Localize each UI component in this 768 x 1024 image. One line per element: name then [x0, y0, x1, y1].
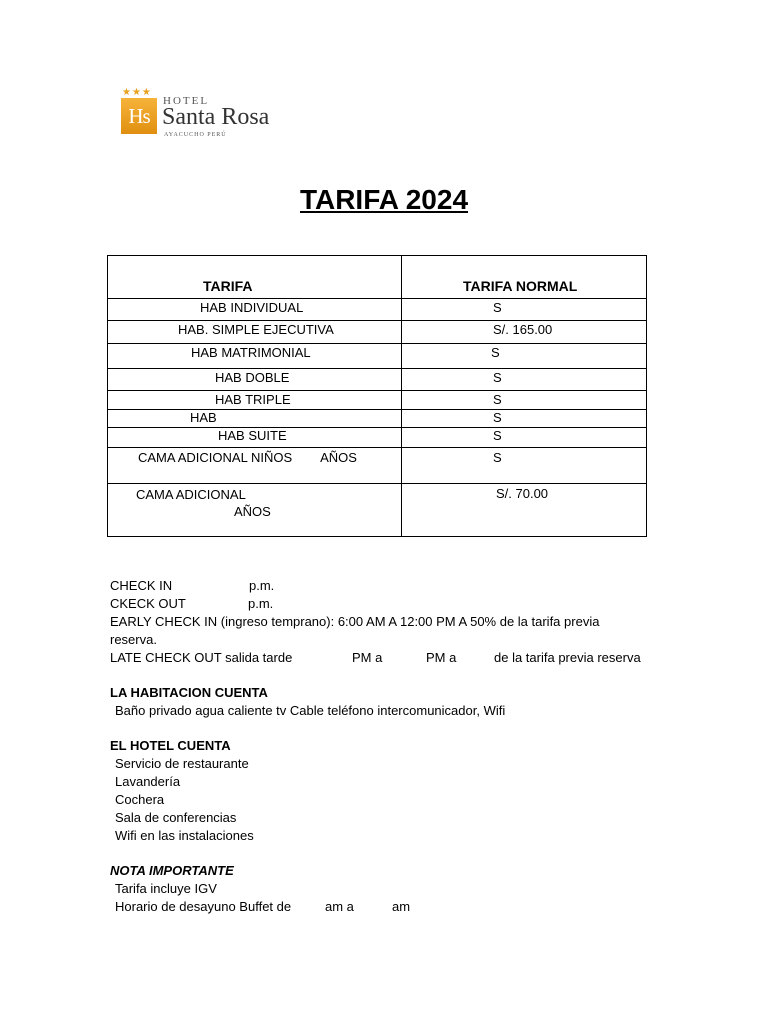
list-item: Lavandería: [115, 774, 181, 789]
late-check-out-from: PM a: [352, 650, 383, 665]
rates-table: [107, 255, 647, 537]
late-check-out-label: LATE CHECK OUT salida tarde: [110, 650, 293, 665]
table-row: [108, 391, 647, 410]
room-price: S: [493, 392, 502, 407]
table-row: [108, 299, 647, 321]
room-type-part: AÑOS: [320, 450, 357, 465]
table-row: [108, 344, 647, 369]
room-type-part: AÑOS: [234, 504, 271, 519]
logo-mark: Hs: [121, 98, 157, 134]
room-type: [108, 448, 401, 465]
room-type: HAB DOBLE: [215, 370, 290, 385]
late-check-out-line: [110, 649, 710, 667]
room-type: HAB SUITE: [218, 428, 287, 443]
room-type: HAB TRIPLE: [215, 392, 291, 407]
hotel-features-heading: EL HOTEL CUENTA: [110, 738, 231, 753]
breakfast-label: Horario de desayuno Buffet de: [115, 899, 292, 914]
policies-section: [110, 577, 710, 916]
star-rating-icon: ★★★: [122, 87, 152, 98]
check-out-label: CKECK OUT: [110, 596, 186, 611]
breakfast-to: am: [392, 899, 411, 914]
room-type-part: CAMA ADICIONAL NIÑOS: [138, 450, 293, 465]
check-out-line: [110, 595, 710, 613]
late-check-out-to: PM a: [426, 650, 457, 665]
table-row: [108, 484, 647, 537]
table-row: [108, 410, 647, 428]
logo-hotel-word: HOTEL: [163, 95, 210, 107]
room-price: S: [493, 450, 502, 465]
header-tarifa-normal: TARIFA NORMAL: [463, 278, 578, 294]
room-price: S: [493, 300, 502, 315]
room-price: S: [493, 410, 502, 425]
list-item: Wifi en las instalaciones: [115, 828, 254, 843]
note-igv: Tarifa incluye IGV: [115, 881, 217, 896]
room-type: [108, 484, 401, 520]
list-item: Cochera: [115, 792, 165, 807]
table-row: [108, 448, 647, 484]
table-row: [108, 369, 647, 391]
early-check-in-line: EARLY CHECK IN (ingreso temprano): 6:00 AM A 12:00 PM A 50% de la tarifa previa: [110, 614, 600, 629]
page-title: TARIFA 2024: [299, 184, 469, 215]
room-price: S/. 165.00: [493, 322, 553, 337]
room-features-heading: LA HABITACION CUENTA: [110, 685, 268, 700]
list-item: Servicio de restaurante: [115, 756, 249, 771]
room-price: S/. 70.00: [496, 486, 549, 501]
table-row: [108, 428, 647, 448]
hotel-logo: [118, 88, 303, 143]
logo-hotel-name: Santa Rosa: [162, 104, 270, 130]
check-in-value: p.m.: [249, 578, 275, 593]
table-row: [108, 321, 647, 344]
room-type: HAB: [190, 410, 217, 425]
room-type-part: CAMA ADICIONAL: [136, 487, 246, 502]
room-price: S: [491, 345, 500, 360]
room-features-text: Baño privado agua caliente tv Cable teléfono intercomunicador, Wifi: [115, 703, 506, 718]
header-tarifa: TARIFA: [203, 278, 253, 294]
early-check-in-line-2: reserva.: [110, 632, 157, 647]
check-in-line: [110, 577, 710, 595]
room-price: S: [493, 428, 502, 443]
breakfast-from: am a: [325, 899, 354, 914]
room-type: HAB MATRIMONIAL: [191, 345, 311, 360]
room-price: S: [493, 370, 502, 385]
table-header-row: [108, 256, 647, 299]
logo-city: AYACUCHO PERÚ: [164, 132, 227, 138]
list-item: Sala de conferencias: [115, 810, 237, 825]
note-heading: NOTA IMPORTANTE: [110, 863, 234, 878]
room-type: HAB. SIMPLE EJECUTIVA: [178, 322, 334, 337]
breakfast-hours: [110, 898, 710, 916]
check-in-label: CHECK IN: [110, 578, 173, 593]
check-out-value: p.m.: [248, 596, 274, 611]
late-check-out-rate: de la tarifa previa reserva: [494, 650, 641, 665]
room-type: HAB INDIVIDUAL: [200, 300, 304, 315]
